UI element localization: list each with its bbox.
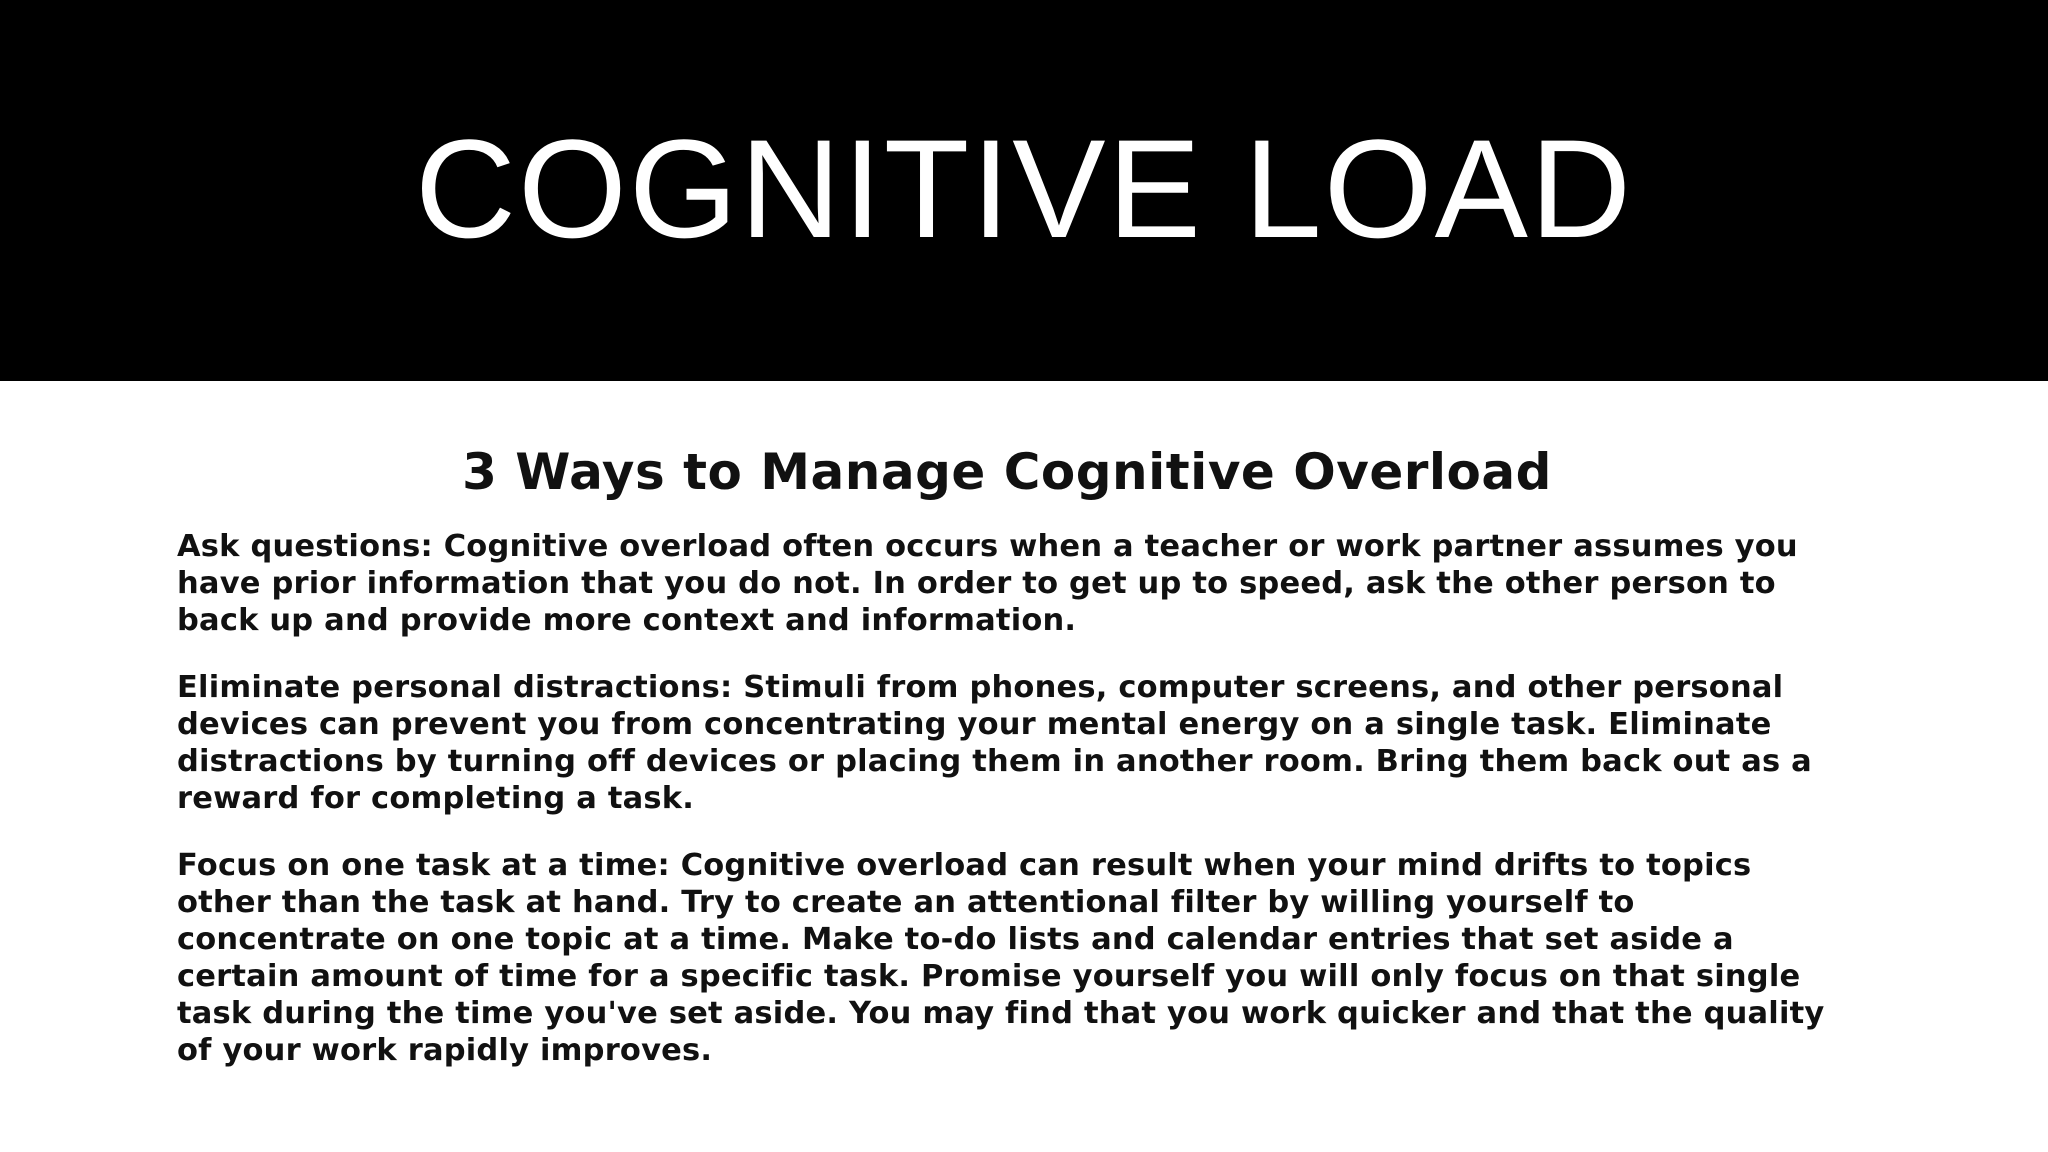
slide-title: COGNITIVE LOAD [414,109,1634,267]
slide-body [177,440,1837,1099]
title-banner [0,0,2048,381]
paragraph-ask-questions: Ask questions: Cognitive overload often occurs when a teacher or work partner assumes you have prior information that you do not. In order to get up to speed, ask the other person to back up and provide more context and information. [177,529,1798,638]
paragraph-eliminate-distractions: Eliminate personal distractions: Stimuli from phones, computer screens, and other personal devices can prevent you from concentrating your mental energy on a single task. Eliminate distractions by turning off devices or placing them in another room. Bring them back out as a reward for completing a task. [177,670,1812,816]
slide-subtitle: 3 Ways to Manage Cognitive Overload [462,443,1552,501]
paragraph-focus-one-task: Focus on one task at a time: Cognitive overload can result when your mind drifts to topics other than the task at hand. Try to create an attentional filter by willing yourself to concentrate on one topic at a time. Make to-do lists and calendar entries that set aside a certain amount of time for a specific task. Promise yourself you will only focus on that single task during the time you've set aside. You may find that you work quicker and that the quality of your work rapidly improves. [177,848,1825,1068]
